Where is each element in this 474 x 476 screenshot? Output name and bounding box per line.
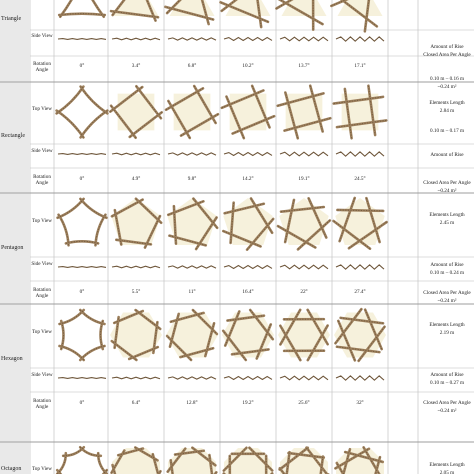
rotation-angle-value: 0° [57, 289, 107, 295]
side-view-rod [112, 266, 160, 268]
info-value: ~0.24 m² [420, 408, 474, 414]
rotation-angle-value: 11° [167, 289, 217, 295]
row-label-rotation-angle: Rotation Angle [30, 287, 54, 299]
info-title: Amount of Rise [420, 152, 474, 158]
side-view-rod [224, 38, 272, 41]
info-title: Elements Length [420, 212, 474, 218]
top-view-backdrop [230, 94, 267, 131]
side-view-rod [168, 153, 216, 155]
top-view-backdrop [174, 94, 211, 131]
info-title: Elements Length [420, 462, 474, 468]
info-value: ~0.24 m² [420, 84, 474, 90]
rotation-angle-value: 6.4° [111, 400, 161, 406]
shape-block-hexagon [0, 304, 474, 392]
info-value: 0.10 m – 0.27 m [420, 380, 474, 386]
side-view-rod [280, 265, 328, 269]
side-view-rod [224, 377, 272, 380]
top-view-rope-element [59, 310, 83, 324]
row-label-top-view: Top View [30, 106, 54, 112]
side-view-rod [112, 377, 160, 379]
side-view-rod [224, 266, 272, 269]
shape-name-band [0, 0, 30, 474]
side-view-rod [280, 37, 328, 41]
side-view-rod [280, 376, 328, 380]
row-label-side-view: Side View [30, 148, 54, 154]
rotation-angle-value: 25.6° [279, 400, 329, 406]
side-view-rod [336, 265, 384, 269]
side-view-rod [112, 153, 160, 155]
side-view-rod [58, 154, 106, 155]
row-label-side-view: Side View [30, 33, 54, 39]
side-view-rod [168, 38, 216, 40]
top-view-rope-element [59, 14, 105, 15]
top-view-rope-element [59, 215, 69, 246]
rotation-angle-value: 12.8° [167, 400, 217, 406]
shape-name-pentagon: Pentagon [0, 245, 31, 251]
rotation-angle-value: 14.2° [223, 176, 273, 182]
info-title: Closed Area Per Angle [420, 290, 474, 296]
side-view-rod [112, 38, 160, 40]
side-view-rod [58, 39, 106, 40]
rotation-angle-value: 9.8° [167, 176, 217, 182]
rotation-angle-value: 3.4° [111, 63, 161, 69]
info-value: 0.10 m – 0.17 m [420, 128, 474, 134]
side-view-rod [280, 152, 328, 156]
row-label-rotation-angle: Rotation Angle [30, 61, 54, 73]
rotation-angle-value: 19.1° [279, 176, 329, 182]
info-value: 0.10 m – 0.24 m [420, 270, 474, 276]
row-label-rotation-angle: Rotation Angle [30, 174, 54, 186]
rotation-angle-value: 6.8° [167, 63, 217, 69]
rotation-angle-value: 19.2° [223, 400, 273, 406]
info-value: 2.19 m [420, 330, 474, 336]
row-label-rotation-angle: Rotation Angle [30, 398, 54, 410]
row-label-side-view: Side View [30, 372, 54, 378]
top-view-rope-element [57, 87, 84, 114]
shape-name-octagon: Octagon [0, 466, 31, 472]
top-view-rope-element [57, 111, 84, 138]
rotation-angle-value: 24.5° [335, 176, 385, 182]
info-title: Closed Area Per Angle [420, 400, 474, 406]
rotation-angle-value: 13.7° [279, 63, 329, 69]
shape-block-pentagon [0, 193, 474, 281]
side-view-rod [58, 267, 106, 268]
row-label-top-view: Top View [30, 466, 54, 472]
info-title: Closed Area Per Angle [420, 52, 474, 58]
shape-name-hexagon: Hexagon [0, 356, 31, 362]
rotation-angle-value: 4.9° [111, 176, 161, 182]
rotation-angle-value: 32° [335, 400, 385, 406]
rotation-angle-value: 5.5° [111, 289, 161, 295]
top-view-rope-element [58, 199, 84, 218]
side-view-rod [168, 266, 216, 268]
info-value: ~0.24 m² [420, 298, 474, 304]
side-view-rod [224, 153, 272, 156]
info-title: Amount of Rise [420, 262, 474, 268]
row-label-top-view: Top View [30, 218, 54, 224]
top-view-rope-element [337, 210, 383, 211]
row-label-top-view: Top View [30, 329, 54, 335]
side-view-rod [58, 378, 106, 379]
top-view-rope-element [80, 199, 106, 218]
top-view-rope-element [81, 111, 108, 138]
info-title: Amount of Rise [420, 372, 474, 378]
rotation-angle-value: 17.1° [335, 63, 385, 69]
top-view-backdrop [111, 198, 160, 245]
top-view-backdrop [224, 448, 272, 474]
info-value: 2.84 m [420, 108, 474, 114]
rotation-angle-value: 0° [57, 63, 107, 69]
shape-block-octagon [0, 442, 474, 474]
rotation-angle-value: 16.4° [223, 289, 273, 295]
rotation-angle-value: 0° [57, 400, 107, 406]
rotation-angle-value: 27.4° [335, 289, 385, 295]
top-view-rope-element [80, 310, 104, 324]
shape-block-rectangle [0, 82, 474, 168]
info-value: 2.05 m [420, 470, 474, 476]
side-view-rod [336, 376, 384, 380]
shape-name-triangle: Triangle [0, 16, 31, 22]
top-view-rope-element [63, 447, 84, 456]
info-value: 2.45 m [420, 220, 474, 226]
top-view-rope-element [80, 346, 104, 360]
top-view-rope-element [81, 87, 108, 114]
info-value: 0.10 m – 0.16 m [420, 76, 474, 82]
row-label-side-view: Side View [30, 261, 54, 267]
info-title: Closed Area Per Angle [420, 180, 474, 186]
info-title: Amount of Rise [420, 44, 474, 50]
shape-block-triangle [30, 0, 474, 56]
rotation-angle-value: 0° [57, 176, 107, 182]
info-value: ~0.24 m² [420, 188, 474, 194]
side-view-rod [168, 377, 216, 379]
info-title: Elements Length [420, 100, 474, 106]
side-view-rod [336, 152, 384, 156]
info-title: Elements Length [420, 322, 474, 328]
top-view-rope-element [95, 215, 105, 246]
top-view-backdrop [118, 94, 155, 131]
rotation-angle-value: 10.2° [223, 63, 273, 69]
side-view-rod [336, 37, 384, 41]
shape-name-rectangle: Rectangle [0, 133, 31, 139]
rotation-angle-value: 22° [279, 289, 329, 295]
top-view-rope-element [59, 346, 83, 360]
